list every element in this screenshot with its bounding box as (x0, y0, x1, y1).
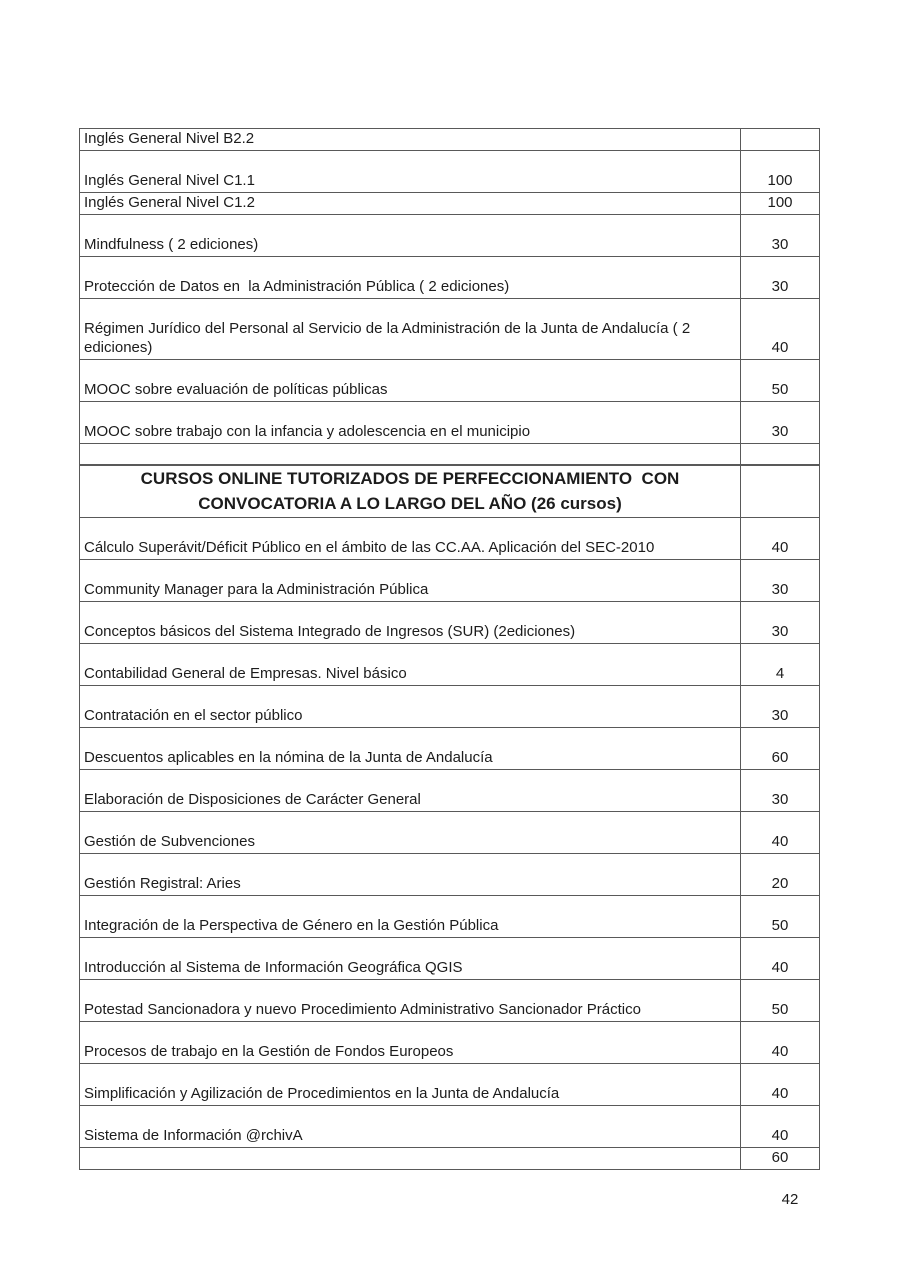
course-hours-cell: 40 (741, 1022, 820, 1064)
table-row (80, 644, 820, 686)
table-row (80, 560, 820, 602)
course-hours-cell: 100 (741, 193, 820, 215)
course-hours-cell: 40 (741, 299, 820, 360)
course-hours-cell: 30 (741, 560, 820, 602)
course-name-cell (80, 1148, 741, 1170)
course-name-cell: Elaboración de Disposiciones de Carácter General (80, 770, 741, 812)
table-row (80, 257, 820, 299)
table-row (80, 938, 820, 980)
course-hours-cell: 30 (741, 215, 820, 257)
course-name-cell: Inglés General Nivel C1.2 (80, 193, 741, 215)
course-hours-cell: 50 (741, 896, 820, 938)
course-hours-cell: 40 (741, 1106, 820, 1148)
table-row (80, 854, 820, 896)
course-table-body (80, 129, 820, 1170)
table-row (80, 1106, 820, 1148)
course-hours-cell: 40 (741, 938, 820, 980)
course-name-cell (80, 444, 741, 465)
section-header-title: CURSOS ONLINE TUTORIZADOS DE PERFECCIONAMIENTO CON CONVOCATORIA A LO LARGO DEL AÑO (26 cursos) (80, 465, 741, 518)
course-name-cell: Procesos de trabajo en la Gestión de Fondos Europeos (80, 1022, 741, 1064)
table-row (80, 812, 820, 854)
course-hours-cell: 50 (741, 360, 820, 402)
course-table (79, 128, 820, 1170)
course-name-cell: Conceptos básicos del Sistema Integrado de Ingresos (SUR) (2ediciones) (80, 602, 741, 644)
table-row (80, 151, 820, 193)
course-hours-cell: 60 (741, 728, 820, 770)
course-hours-cell: 40 (741, 518, 820, 560)
course-hours-cell (741, 465, 820, 518)
course-hours-cell: 30 (741, 257, 820, 299)
course-name-cell: Régimen Jurídico del Personal al Servicio de la Administración de la Junta de Andalucía ( 2 ediciones) (80, 299, 741, 360)
course-name-cell: MOOC sobre trabajo con la infancia y adolescencia en el municipio (80, 402, 741, 444)
table-row (80, 728, 820, 770)
course-name-cell: MOOC sobre evaluación de políticas públicas (80, 360, 741, 402)
course-name-cell: Contratación en el sector público (80, 686, 741, 728)
table-row (80, 1064, 820, 1106)
course-name-cell: Cálculo Superávit/Déficit Público en el ámbito de las CC.AA. Aplicación del SEC-2010 (80, 518, 741, 560)
course-hours-cell: 4 (741, 644, 820, 686)
course-hours-cell: 30 (741, 602, 820, 644)
course-name-cell: Gestión de Subvenciones (80, 812, 741, 854)
course-name-cell: Descuentos aplicables en la nómina de la Junta de Andalucía (80, 728, 741, 770)
course-name-cell: Community Manager para la Administración Pública (80, 560, 741, 602)
table-row (80, 770, 820, 812)
table-row (80, 299, 820, 360)
course-hours-cell (741, 444, 820, 465)
table-row (80, 129, 820, 151)
course-name-cell: Contabilidad General de Empresas. Nivel básico (80, 644, 741, 686)
table-row (80, 896, 820, 938)
table-row (80, 193, 820, 215)
course-hours-cell: 50 (741, 980, 820, 1022)
course-name-cell: Inglés General Nivel C1.1 (80, 151, 741, 193)
section-header-row (80, 465, 820, 518)
course-name-cell: Potestad Sancionadora y nuevo Procedimiento Administrativo Sancionador Práctico (80, 980, 741, 1022)
table-row (80, 1148, 820, 1170)
table-row (80, 360, 820, 402)
course-name-cell: Inglés General Nivel B2.2 (80, 129, 741, 151)
table-row (80, 402, 820, 444)
course-hours-cell (741, 129, 820, 151)
course-name-cell: Gestión Registral: Aries (80, 854, 741, 896)
blank-row (80, 444, 820, 465)
course-hours-cell: 100 (741, 151, 820, 193)
table-row (80, 1022, 820, 1064)
course-hours-cell: 30 (741, 770, 820, 812)
course-hours-cell: 20 (741, 854, 820, 896)
course-hours-cell: 40 (741, 812, 820, 854)
course-name-cell: Sistema de Información @rchivA (80, 1106, 741, 1148)
course-hours-cell: 30 (741, 402, 820, 444)
table-row (80, 686, 820, 728)
course-name-cell: Mindfulness ( 2 ediciones) (80, 215, 741, 257)
table-row (80, 602, 820, 644)
table-row (80, 980, 820, 1022)
course-name-cell: Integración de la Perspectiva de Género en la Gestión Pública (80, 896, 741, 938)
course-hours-cell: 40 (741, 1064, 820, 1106)
course-name-cell: Introducción al Sistema de Información Geográfica QGIS (80, 938, 741, 980)
page-number: 42 (781, 1191, 799, 1208)
course-name-cell: Protección de Datos en la Administración Pública ( 2 ediciones) (80, 257, 741, 299)
course-hours-cell: 60 (741, 1148, 820, 1170)
course-name-cell: Simplificación y Agilización de Procedimientos en la Junta de Andalucía (80, 1064, 741, 1106)
course-hours-cell: 30 (741, 686, 820, 728)
table-row (80, 518, 820, 560)
table-row (80, 215, 820, 257)
